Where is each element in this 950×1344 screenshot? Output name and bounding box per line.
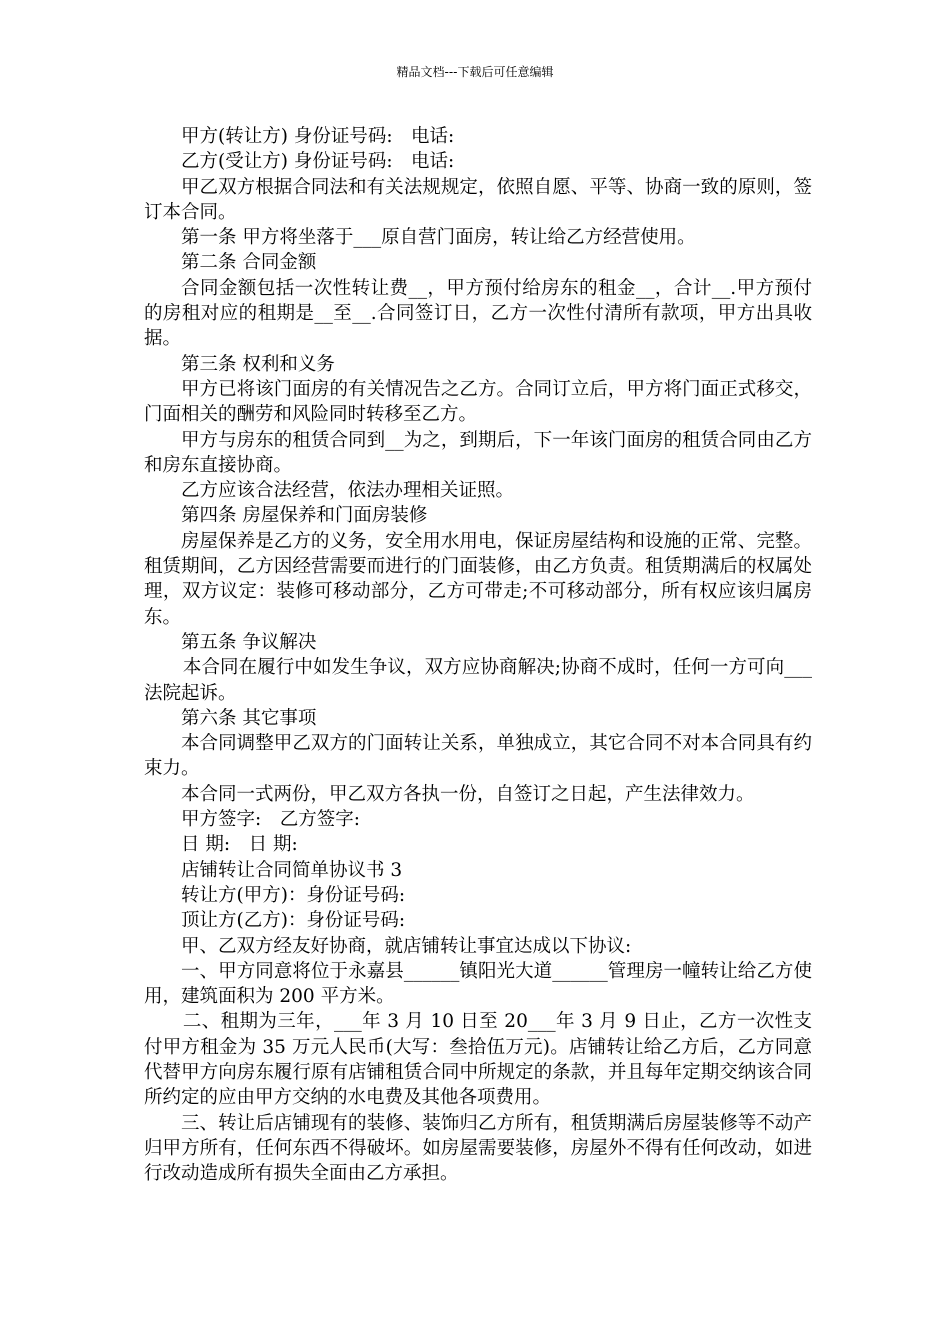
- date-line: 日 期: 日 期:: [181, 834, 298, 856]
- preamble-paragraph: 甲乙双方根据合同法和有关法规规定，依照自愿、平等、协商一致的原则，签订本合同。: [144, 176, 812, 223]
- article-6-body-2: 本合同一式两份，甲乙双方各执一份，自签订之日起，产生法律效力。: [181, 783, 755, 805]
- party-b-line: 乙方(受让方) 身份证号码: 电话:: [181, 151, 455, 173]
- article-6-heading: 第六条 其它事项: [181, 707, 317, 729]
- signature-line: 甲方签字: 乙方签字:: [181, 809, 360, 831]
- page-header: 精品文档---下载后可任意编辑: [396, 65, 554, 79]
- clause-3: 三、转让后店铺现有的装修、装饰归乙方所有，租赁期满后房屋装修等不动产归甲方所有，任何东西不得破坏。如房屋需要装修，房屋外不得有任何改动，如进行改动造成所有损失全面由乙方承担。: [144, 1112, 812, 1185]
- agreement-3-title: 店铺转让合同简单协议书 3: [181, 859, 403, 881]
- transferee-line: 顶让方(乙方)：身份证号码:: [181, 910, 406, 932]
- article-5-heading: 第五条 争议解决: [181, 631, 317, 653]
- contract-body: [144, 124, 812, 1186]
- agreement-intro: 甲、乙双方经友好协商，就店铺转让事宜达成以下协议:: [181, 935, 632, 957]
- article-4-heading: 第四条 房屋保养和门面房装修: [181, 505, 428, 527]
- clause-2: 二、租期为三年，___年 3 月 10 日至 20___年 3 月 9 日止，乙方一次性支付甲方租金为 35 万元人民币(大写：叁拾伍万元)。店铺转让给乙方后，乙方同意代替甲方向房东履行原有店铺租赁合同中所规定的条款，并且每年定期交纳该合同所约定的应由甲方交纳的水电费及其他各项费用。: [144, 1011, 812, 1109]
- article-2-body: 合同金额包括一次性转让费__，甲方预付给房东的租金__，合计__.甲方预付的房租对应的租期是__至__.合同签订日，乙方一次性付清所有款项，甲方出具收据。: [144, 277, 812, 350]
- article-3-heading: 第三条 权利和义务: [181, 353, 335, 375]
- clause-1: 一、甲方同意将位于永嘉县______镇阳光大道______管理房一幢转让给乙方使用，建筑面积为 200 平方米。: [144, 960, 812, 1008]
- article-4-body: 房屋保养是乙方的义务，安全用水用电，保证房屋结构和设施的正常、完整。租赁期间，乙方因经营需要而进行的门面装修，由乙方负责。租赁期满后的权属处理，双方议定：装修可移动部分，乙方可带走;不可移动部分，所有权应该归属房东。: [144, 530, 812, 628]
- party-a-line: 甲方(转让方) 身份证号码: 电话:: [181, 126, 455, 147]
- transferor-line: 转让方(甲方)：身份证号码:: [181, 884, 406, 906]
- article-3-body-1: 甲方已将该门面房的有关情况告之乙方。合同订立后，甲方将门面正式移交，门面相关的酬劳和风险同时转移至乙方。: [144, 378, 812, 426]
- article-1: 第一条 甲方将坐落于___原自营门面房，转让给乙方经营使用。: [181, 227, 696, 249]
- article-5-body: 本合同在履行中如发生争议，双方应协商解决;协商不成时，任何一方可向___法院起诉。: [144, 657, 812, 704]
- article-6-body-1: 本合同调整甲乙双方的门面转让关系，单独成立，其它合同不对本合同具有约束力。: [144, 733, 812, 780]
- article-3-body-3: 乙方应该合法经营，依法办理相关证照。: [181, 480, 515, 502]
- article-2-heading: 第二条 合同金额: [181, 252, 317, 274]
- article-3-body-2: 甲方与房东的租赁合同到__为之，到期后，下一年该门面房的租赁合同由乙方和房东直接协商。: [144, 429, 812, 476]
